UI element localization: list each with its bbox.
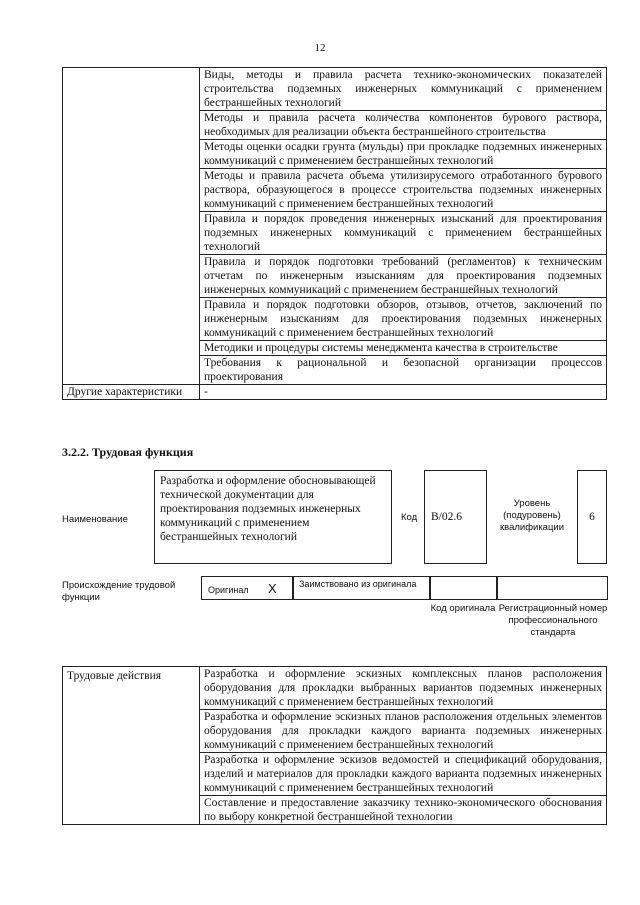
code-original-caption: Код оригинала xyxy=(430,603,496,614)
knowledge-item: Правила и порядок проведения инженерных изысканий для проектирования подземных инженерных коммуникаций с применением бестраншейных технологий xyxy=(200,212,607,255)
code-value-box: B/02.6 xyxy=(424,470,487,564)
knowledge-item: Правила и порядок подготовки обзоров, отзывов, отчетов, заключений по инженерным изысканиям для проектирования подземных инженерных коммуникаций с применением бестраншейных технологий xyxy=(200,298,607,341)
code-label: Код xyxy=(401,512,418,523)
section-heading: 3.2.2. Трудовая функция xyxy=(62,445,194,459)
borrowed-label: Заимствовано из оригинала xyxy=(299,579,417,589)
other-characteristics-label: Другие характеристики xyxy=(63,385,200,400)
action-item: Разработка и оформление эскизов ведомостей и спецификаций оборудования, изделий и материалов для прокладки каждого варианта подземных инженерных коммуникаций с применением бестраншейных технологий xyxy=(200,753,607,796)
reg-number-caption: Регистрационный номер профессионального стандарта xyxy=(498,603,608,638)
name-label: Наименование xyxy=(62,514,128,525)
original-label: Оригинал xyxy=(208,585,249,595)
knowledge-item: Методики и процедуры системы менеджмента качества в строительстве xyxy=(200,341,607,356)
actions-label: Трудовые действия xyxy=(63,667,200,825)
knowledge-item: Правила и порядок подготовки требований (регламентов) к техническим отчетам по инженерным изысканиям для проектирования подземных инженерных коммуникаций с применением бестраншейных технологий xyxy=(200,255,607,298)
knowledge-item: Методы и правила расчета объема утилизирусемого отработанного бурового раствора, образующегося в процессе строительства подземных инженерных коммуникаций с применением бестраншейных технологий xyxy=(200,169,607,212)
qualification-level-box: 6 xyxy=(577,470,607,564)
action-item: Разработка и оформление эскизных планов расположения отдельных элементов оборудования для прокладки каждого варианта подземных инженерных коммуникаций с применением бестраншейных технологий xyxy=(200,710,607,753)
knowledge-item: Виды, методы и правила расчета технико-экономических показателей строительства подземных инженерных коммуникаций с применением бестраншейных технологий xyxy=(200,68,607,111)
table-row xyxy=(63,667,607,710)
qualification-level-label: Уровень (подуровень) квалификации xyxy=(499,498,565,533)
other-characteristics-value: - xyxy=(200,385,607,400)
page-number: 12 xyxy=(314,42,326,54)
knowledge-item: Методы оценки осадки грунта (мульды) при прокладке подземных инженерных коммуникаций с применением бестраншейных технологий xyxy=(200,140,607,169)
knowledge-item: Методы и правила расчета количества компонентов бурового раствора, необходимых для реализации объекта бестраншейного строительства xyxy=(200,111,607,140)
action-item: Разработка и оформление эскизных комплексных планов расположения оборудования для прокладки выбранных вариантов подземных инженерных коммуникаций с применением бестраншейных технологий xyxy=(200,667,607,710)
actions-table xyxy=(62,666,607,825)
knowledge-item: Требования к рациональной и безопасной организации процессов проектирования xyxy=(200,356,607,385)
origin-label: Происхождение трудовой функции xyxy=(62,580,176,603)
action-item: Составление и предоставление заказчику технико-экономического обоснования по выбору конкретной бестраншейной технологии xyxy=(200,796,607,825)
original-mark: X xyxy=(268,581,277,596)
function-name-box: Разработка и оформление обосновывающей технической документации для проектирования подземных инженерных коммуникаций с применением бестраншейных технологий xyxy=(154,470,392,564)
